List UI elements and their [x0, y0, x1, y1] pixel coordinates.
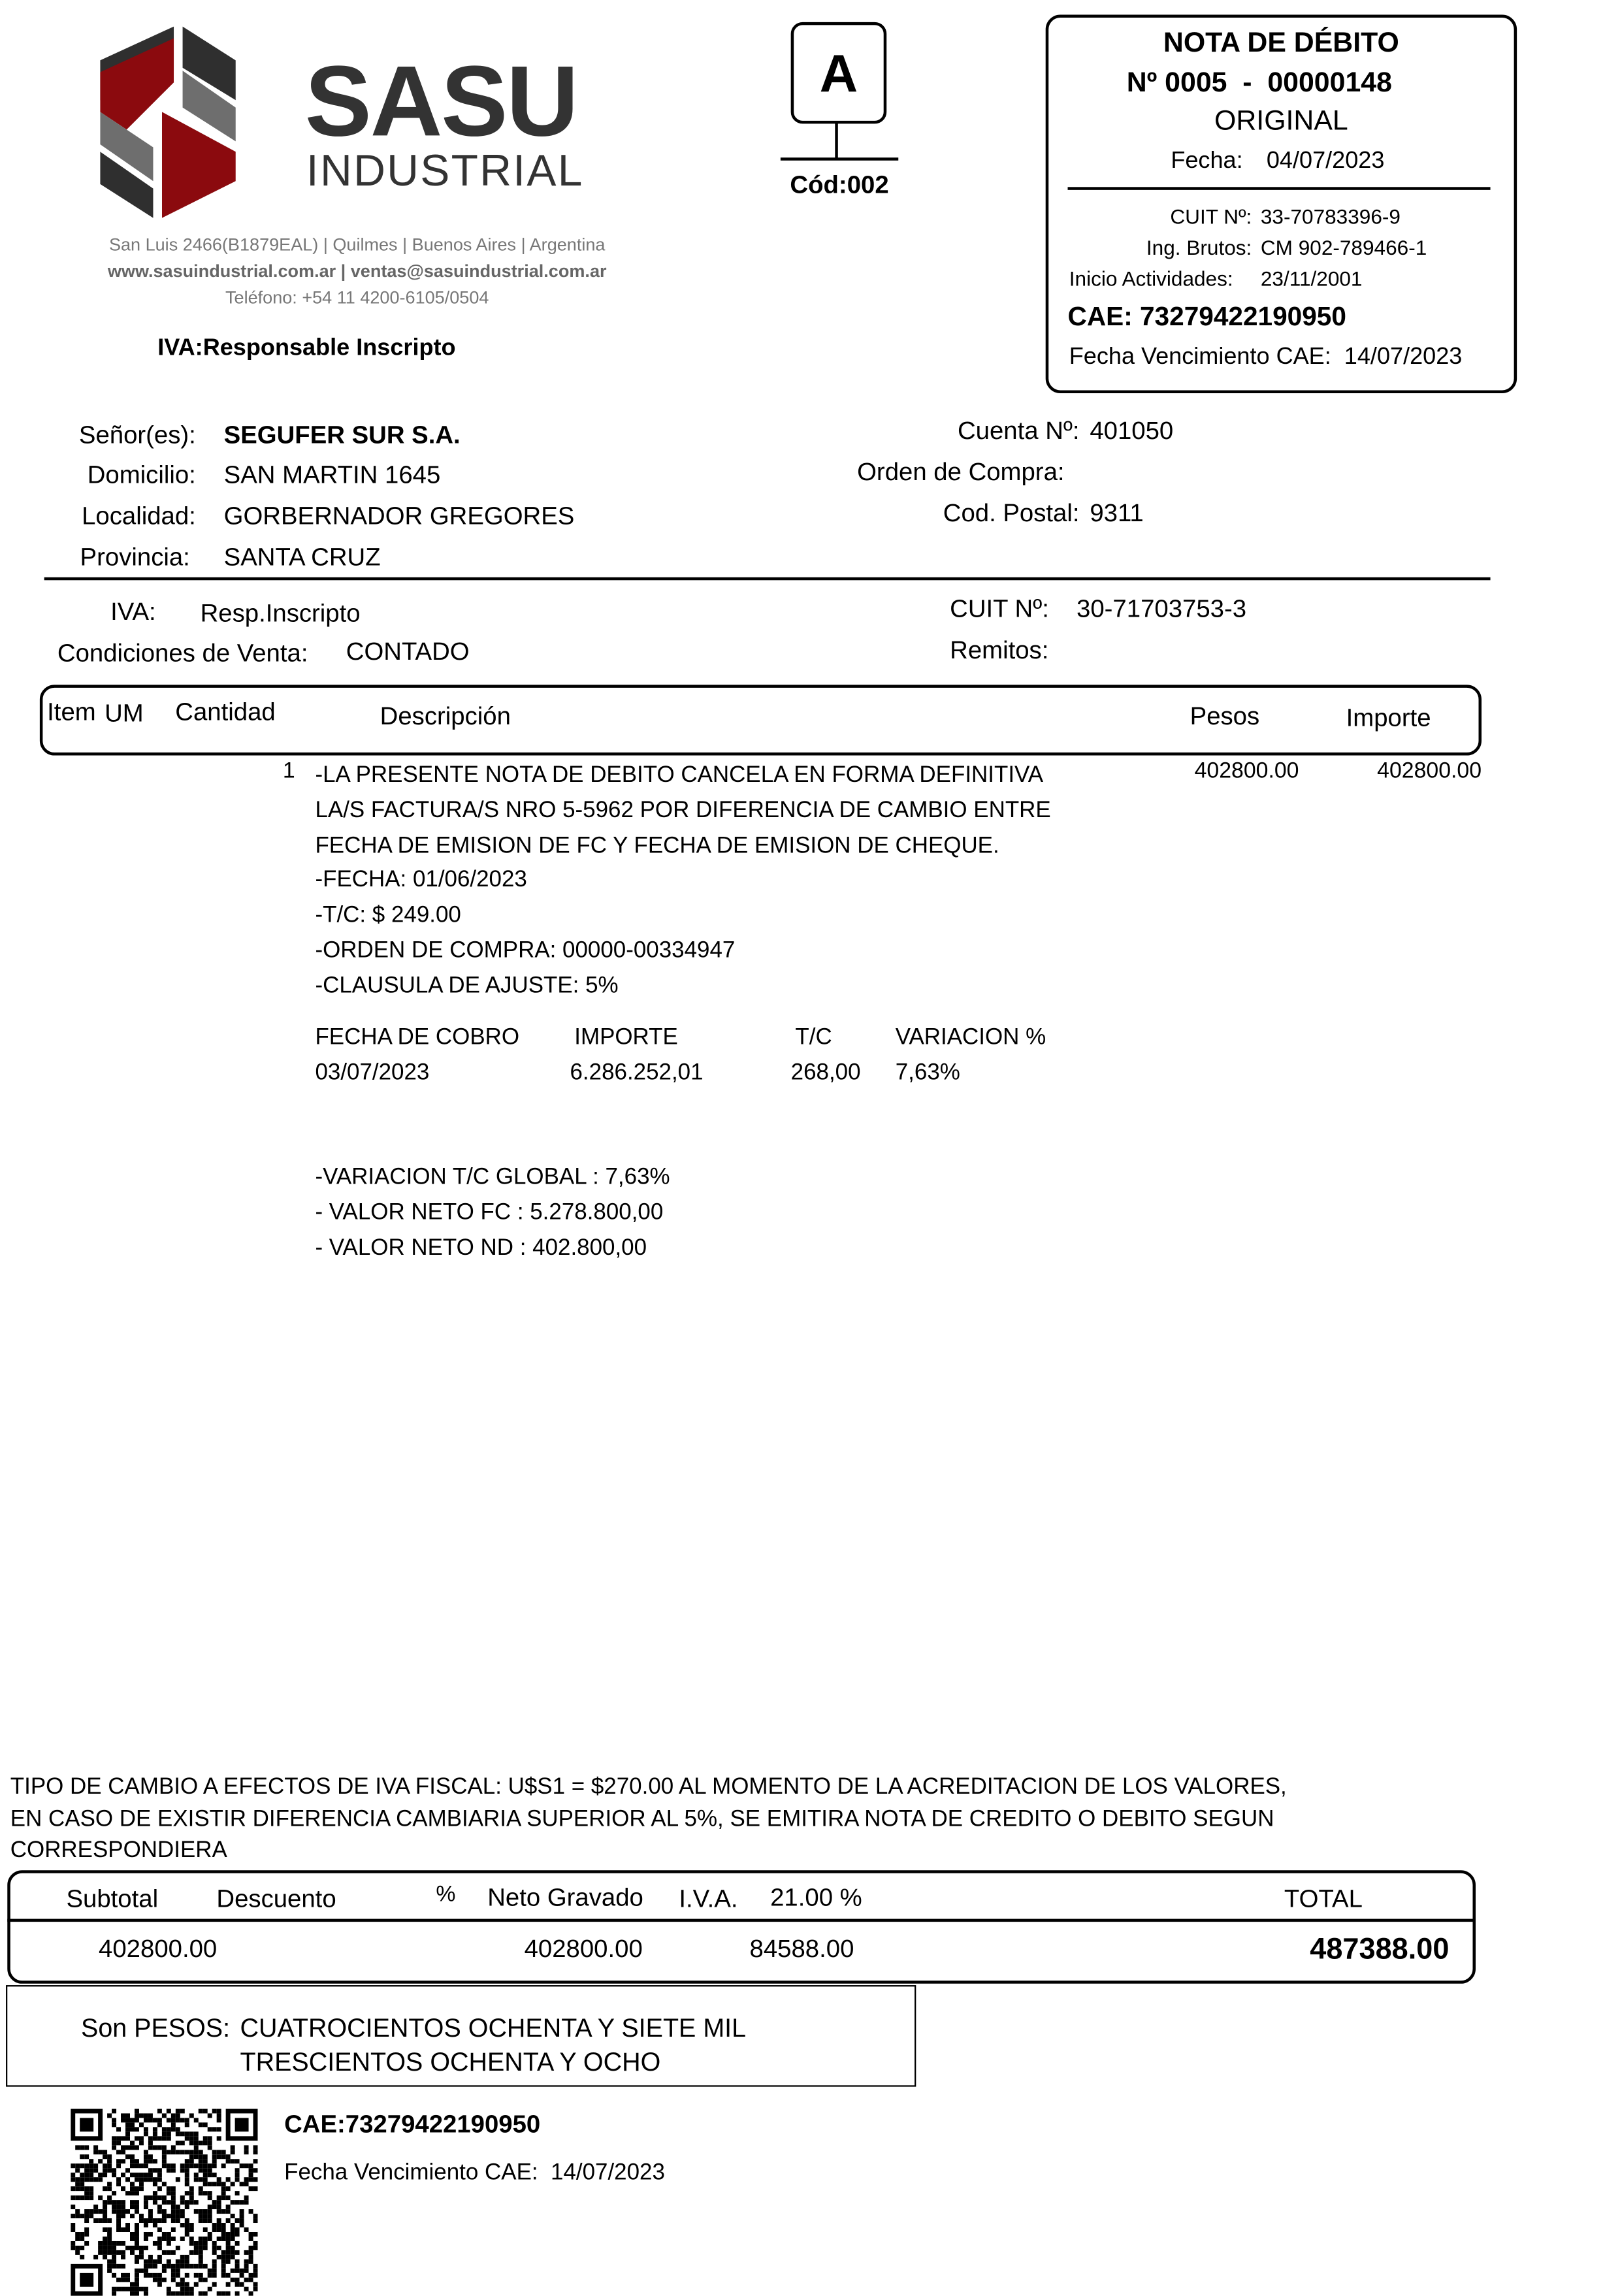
cae-number: CAE: 73279422190950	[1067, 302, 1346, 332]
doc-letter-box	[791, 22, 887, 124]
col-cantidad: Cantidad	[175, 698, 276, 726]
cuit-value: 33-70783396-9	[1260, 204, 1401, 229]
neto-value: 402800.00	[524, 1935, 643, 1964]
provincia-label: Provincia:	[80, 543, 190, 572]
son-line1: CUATROCIENTOS OCHENTA Y SIETE MIL	[240, 2013, 747, 2043]
item-cantidad: 1	[282, 758, 295, 784]
company-web: www.sasuindustrial.com.ar | ventas@sasuindustrial.com.ar	[107, 261, 607, 282]
item-description	[315, 758, 1050, 1004]
company-address: San Luis 2466(B1879EAL) | Quilmes | Buenos Aires | Argentina	[108, 234, 606, 255]
client-address: SAN MARTIN 1645	[223, 461, 441, 489]
logo-name: SASU	[304, 45, 577, 158]
son-label: Son PESOS:	[80, 2013, 231, 2043]
col-descripcion: Descripción	[380, 702, 511, 731]
note-line: EN CASO DE EXISTIR DIFERENCIA CAMBIARIA SUPERIOR AL 5%, SE EMITIRA NOTA DE CREDITO O DEBITO SEGUN	[10, 1806, 1274, 1832]
col-pesos: Pesos	[1190, 702, 1260, 731]
fecha-label: Fecha:	[1171, 148, 1243, 174]
divider	[1068, 187, 1491, 190]
description-line: FECHA DE EMISION DE FC Y FECHA DE EMISION DE CHEQUE.	[315, 833, 999, 858]
total-label: TOTAL	[1284, 1884, 1363, 1913]
item-summary	[315, 1161, 670, 1266]
col-importe: Importe	[1346, 703, 1431, 732]
document-copy: ORIGINAL	[1214, 106, 1348, 137]
doc-code: Cód:002	[790, 170, 889, 199]
domicilio-label: Domicilio:	[87, 461, 196, 489]
sub-row-variacion: 7,63%	[895, 1060, 960, 1086]
bottom-cae: CAE:73279422190950	[284, 2110, 541, 2139]
note-line: CORRESPONDIERA	[10, 1837, 227, 1863]
client-province: SANTA CRUZ	[223, 543, 381, 572]
senor-label: Señor(es):	[78, 421, 196, 449]
cuenta-value: 401050	[1090, 417, 1174, 445]
note-line: TIPO DE CAMBIO A EFECTOS DE IVA FISCAL: U$S1 = $270.00 AL MOMENTO DE LA ACREDITACION DE LOS VALORES,	[10, 1774, 1287, 1800]
orden-label: Orden de Compra:	[857, 458, 1065, 486]
pct-label: %	[436, 1882, 456, 1907]
description-line: LA/S FACTURA/S NRO 5-5962 POR DIFERENCIA DE CAMBIO ENTRE	[315, 798, 1051, 823]
summary-line: - VALOR NETO ND : 402.800,00	[315, 1235, 647, 1260]
son-line2: TRESCIENTOS OCHENTA Y OCHO	[240, 2046, 661, 2077]
description-line: -ORDEN DE COMPRA: 00000-00334947	[315, 938, 736, 963]
cp-label: Cod. Postal:	[943, 499, 1080, 528]
company-phone: Teléfono: +54 11 4200-6105/0504	[225, 287, 489, 308]
cond-label: Condiciones de Venta:	[57, 639, 308, 668]
descuento-label: Descuento	[216, 1884, 336, 1913]
cuenta-label: Cuenta Nº:	[957, 417, 1080, 445]
document-number: Nº 0005 - 00000148	[1126, 67, 1392, 99]
sub-header-tc: T/C	[795, 1025, 832, 1050]
description-line: -T/C: $ 249.00	[315, 903, 461, 928]
inicio-label: Inicio Actividades:	[1069, 267, 1233, 291]
total-value: 487388.00	[1310, 1933, 1450, 1966]
sub-row-tc: 268,00	[790, 1060, 861, 1086]
client-cuit-value: 30-71703753-3	[1077, 594, 1247, 623]
logo-subtitle: INDUSTRIAL	[306, 147, 584, 196]
item-importe: 402800.00	[1377, 758, 1482, 784]
subtotal-label: Subtotal	[66, 1884, 159, 1913]
description-line: -LA PRESENTE NOTA DE DEBITO CANCELA EN FORMA DEFINITIVA	[315, 762, 1044, 788]
company-logo-icon	[100, 27, 240, 218]
inicio-value: 23/11/2001	[1260, 267, 1363, 291]
client-name: SEGUFER SUR S.A.	[223, 421, 461, 449]
sub-row-fecha: 03/07/2023	[315, 1060, 430, 1086]
fecha-value: 04/07/2023	[1266, 148, 1385, 174]
cond-value: CONTADO	[346, 638, 470, 666]
sub-row-importe: 6.286.252,01	[570, 1060, 704, 1086]
ib-value: CM 902-789466-1	[1260, 235, 1427, 259]
cae-expiry: Fecha Vencimiento CAE: 14/07/2023	[1069, 344, 1463, 370]
exchange-rate-note	[10, 1771, 1287, 1866]
item-pesos: 402800.00	[1194, 758, 1299, 784]
client-cuit-label: CUIT Nº:	[950, 594, 1049, 623]
divider	[835, 122, 838, 159]
iva-total-label: I.V.A.	[679, 1884, 738, 1913]
cp-value: 9311	[1090, 499, 1144, 528]
cuit-label: CUIT Nº:	[1170, 204, 1252, 229]
subtotal-value: 402800.00	[99, 1935, 218, 1964]
summary-line: - VALOR NETO FC : 5.278.800,00	[315, 1199, 664, 1225]
description-line: -FECHA: 01/06/2023	[315, 867, 527, 894]
sub-header-fecha: FECHA DE COBRO	[315, 1025, 520, 1050]
localidad-label: Localidad:	[82, 502, 196, 530]
sub-header-variacion: VARIACION %	[895, 1025, 1046, 1050]
divider	[781, 157, 898, 161]
iva-label: IVA:	[110, 598, 156, 626]
divider	[7, 1919, 1476, 1921]
sub-header-importe: IMPORTE	[574, 1025, 678, 1050]
col-item: Item	[47, 698, 96, 726]
company-iva: IVA:Responsable Inscripto	[157, 336, 456, 361]
col-um: UM	[105, 699, 144, 728]
iva-value: Resp.Inscripto	[200, 599, 361, 628]
neto-label: Neto Gravado	[487, 1883, 643, 1912]
remitos-label: Remitos:	[950, 636, 1049, 664]
bottom-cae-expiry: Fecha Vencimiento CAE: 14/07/2023	[284, 2160, 665, 2186]
document-title: NOTA DE DÉBITO	[1163, 27, 1399, 59]
ib-label: Ing. Brutos:	[1146, 235, 1252, 259]
description-line: -CLAUSULA DE AJUSTE: 5%	[315, 973, 619, 999]
iva-rate: 21.00 %	[770, 1883, 862, 1912]
iva-value: 84588.00	[749, 1935, 854, 1964]
doc-letter: A	[819, 42, 858, 103]
client-city: GORBERNADOR GREGORES	[223, 502, 575, 530]
qr-code-icon	[71, 2109, 257, 2295]
divider	[44, 577, 1491, 579]
summary-line: -VARIACION T/C GLOBAL : 7,63%	[315, 1165, 670, 1190]
